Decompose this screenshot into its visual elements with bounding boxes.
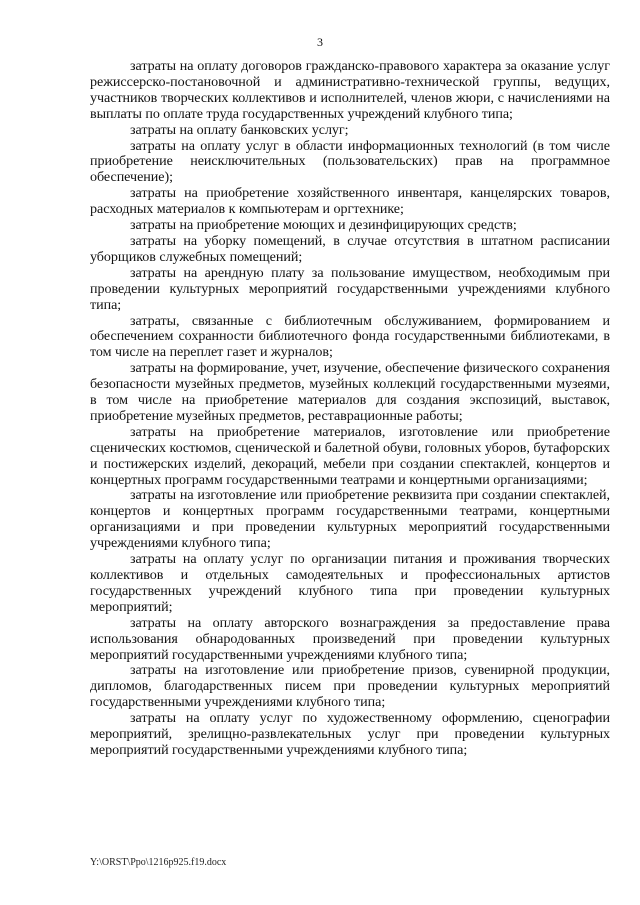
paragraph-author-fees: затраты на оплату авторского вознаграждения за предоставление права использования обнародованных произведений при проведении культурных мероприятий государственными учреждениями клубного типа; <box>90 614 610 663</box>
paragraph-detergents: затраты на приобретение моющих и дезинфицирующих средств; <box>130 217 517 234</box>
paragraph-household-inventory: затраты на приобретение хозяйственного инвентаря, канцелярских товаров, расходных материалов к компьютерам и оргтехнике; <box>90 185 610 218</box>
footer-file-path: Y:\ORST\Ppo\1216p925.f19.docx <box>90 857 227 868</box>
paragraph-decoration: затраты на оплату услуг по художественному оформлению, сценографии мероприятий, зрелищно-развлекательных услуг при проведении культурных мероприятий государственными учреждениями клубного типа; <box>90 710 610 758</box>
paragraph-bank-services: затраты на оплату банковских услуг; <box>130 121 349 138</box>
page-number: 3 <box>317 35 323 49</box>
paragraph-rent: затраты на арендную плату за пользование имуществом, необходимым при проведении культурных мероприятий государственными учреждениями клубного типа; <box>90 264 610 313</box>
paragraph-museum: затраты на формирование, учет, изучение, обеспечение физического сохранения безопасности музейных предметов, музейных коллекций государственными музеями, в том числе на приобретение материалов для создания экспозиций, выставок, приобретение музейных предметов, реставрационные работы; <box>90 360 610 424</box>
paragraph-it-services: затраты на оплату услуг в области информационных технологий (в том числе приобретение неисключительных (пользовательских) прав на программное обеспечение); <box>90 137 610 186</box>
paragraph-contract-costs: затраты на оплату договоров гражданско-правового характера за оказание услуг режиссерско-постановочной и административно-технической группы, ведущих, участников творческих коллективов и исполнителей, членов жюри, с начислениями на выплаты по оплате труда государственных учреждений клубного типа; <box>90 58 610 122</box>
paragraph-prizes: затраты на изготовление или приобретение призов, сувенирной продукции, дипломов, благодарственных писем при проведении культурных мероприятий государственными учреждениями клубного типа; <box>90 662 610 711</box>
document-body <box>90 59 610 759</box>
paragraph-library: затраты, связанные с библиотечным обслуживанием, формированием и обеспечением сохранности библиотечного фонда государственными библиотеками, в том числе на переплет газет и журналов; <box>90 312 610 361</box>
paragraph-cleaning: затраты на уборку помещений, в случае отсутствия в штатном расписании уборщиков служебных помещений; <box>90 232 610 265</box>
paragraph-costumes: затраты на приобретение материалов, изготовление или приобретение сценических костюмов, сценической и балетной обуви, головных уборов, бутафорских и постижерских изделий, декораций, мебели при создании спектаклей, концертов и концертных программ государственными театрами и концертными организациями; <box>90 423 610 488</box>
paragraph-catering-lodging: затраты на оплату услуг по организации питания и проживания творческих коллективов и отдельных самодеятельных и профессиональных артистов государственных учреждений клубного типа при проведении культурных мероприятий; <box>90 551 610 615</box>
paragraph-props: затраты на изготовление или приобретение реквизита при создании спектаклей, концертов и концертных программ государственными театрами, концертными организациями и при проведении культурных мероприятий государственными учреждениями клубного типа; <box>90 487 610 552</box>
